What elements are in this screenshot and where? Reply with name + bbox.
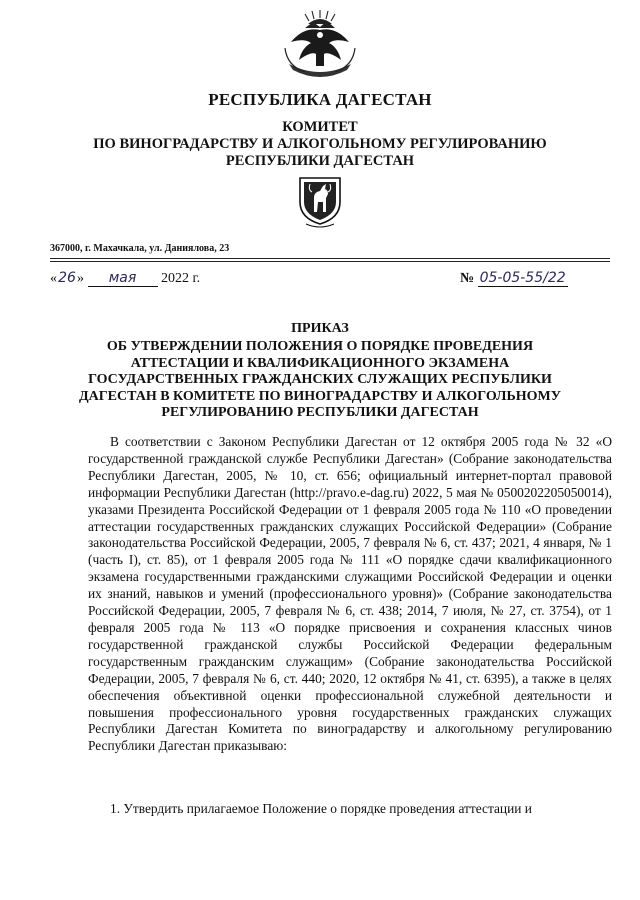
preamble-paragraph: В соответствии с Законом Республики Дагестан от 12 октября 2005 года № 32 «О государственной гражданской службе Республики Дагестан» (Собрание законодательства Республики Дагестан, 2005, № 10, ст. 656; официальный интернет-портал правовой информации Республики Дагестан (http://pravo.e-dag.ru) 2022, 5 мая № 0500202205050014), указами Президента Российской Федерации от 1 февраля 2005 года № 110 «О проведении аттестации государственных гражданских служащих Российской Федерации» (Собрание законодательства Российской Федерации, 2005, 7 февраля № 6, ст. 437; 2021, 4 января, № 1 (часть I), ст. 85), от 1 февраля 2005 года № 111 «О порядке сдачи квалификационного экзамена государственными гражданскими служащими Российской Федерации и оценки их знаний, навыков и умений (профессионального уровня)» (Собрание законодательства Российской Федерации, 2005, 7 февраля № 6, ст. 438; 2014, 7 июля, № 27, ст. 3754), от 1 февраля 2005 года № 113 «О порядке присвоения и сохранения классных чинов государственной гражданской службы Российской Федерации федеральным государственным гражданским служащим» (Собрание законодательства Российской Федерации, 2005, 7 февраля № 6, ст. 440; 2020, 12 октября № 41, ст. 6395), а также в целях обеспечения объективной оценки профессиональной служебной деятельности и повышения профессионального уровня государственных гражданских служащих Республики Дагестан Комитета по виноградарству и алкогольному регулированию Республики Дагестан приказываю: bbox=[88, 434, 612, 754]
document-title: ПРИКАЗ bbox=[291, 321, 349, 336]
date-month: мая bbox=[88, 270, 158, 287]
subject-line: ДАГЕСТАН В КОМИТЕТЕ ПО ВИНОГРАДАРСТВУ И АЛКОГОЛЬНОМУ bbox=[78, 388, 561, 404]
committee-name bbox=[0, 119, 640, 170]
number-prefix: № bbox=[460, 271, 475, 286]
order-date bbox=[50, 270, 200, 287]
order-subject bbox=[60, 339, 580, 422]
date-year: 2022 г. bbox=[161, 271, 201, 286]
number-value: 05-05-55/22 bbox=[479, 270, 566, 286]
republic-title: РЕСПУБЛИКА ДАГЕСТАН bbox=[208, 90, 432, 109]
date-quote-close: » bbox=[77, 271, 84, 286]
subject-line: ОБ УТВЕРЖДЕНИИ ПОЛОЖЕНИЯ О ПОРЯДКЕ ПРОВЕДЕНИЯ bbox=[106, 339, 534, 354]
order-item-1: 1. Утвердить прилагаемое Положение о порядке проведения аттестации и bbox=[110, 801, 532, 816]
committee-line: КОМИТЕТ bbox=[282, 119, 358, 135]
committee-emblem-icon bbox=[290, 172, 350, 230]
subject-line: АТТЕСТАЦИИ И КВАЛИФИКАЦИОННОГО ЭКЗАМЕНА bbox=[130, 355, 510, 371]
subject-line: РЕГУЛИРОВАНИЮ РЕСПУБЛИКИ ДАГЕСТАН bbox=[161, 405, 479, 420]
order-number bbox=[460, 270, 568, 287]
committee-line: РЕСПУБЛИКИ ДАГЕСТАН bbox=[225, 153, 415, 169]
header-divider bbox=[50, 258, 610, 259]
coat-of-arms-icon bbox=[275, 8, 365, 82]
subject-line: ГОСУДАРСТВЕННЫХ ГРАЖДАНСКИХ СЛУЖАЩИХ РЕСПУБЛИКИ bbox=[88, 372, 552, 387]
date-day: 26 bbox=[58, 270, 76, 286]
header-divider bbox=[50, 261, 610, 262]
committee-line: ПО ВИНОГРАДАРСТВУ И АЛКОГОЛЬНОМУ РЕГУЛИРОВАНИЮ bbox=[93, 136, 547, 152]
address: 367000, г. Махачкала, ул. Даниялова, 23 bbox=[50, 243, 230, 254]
date-quote-open: « bbox=[50, 271, 57, 286]
